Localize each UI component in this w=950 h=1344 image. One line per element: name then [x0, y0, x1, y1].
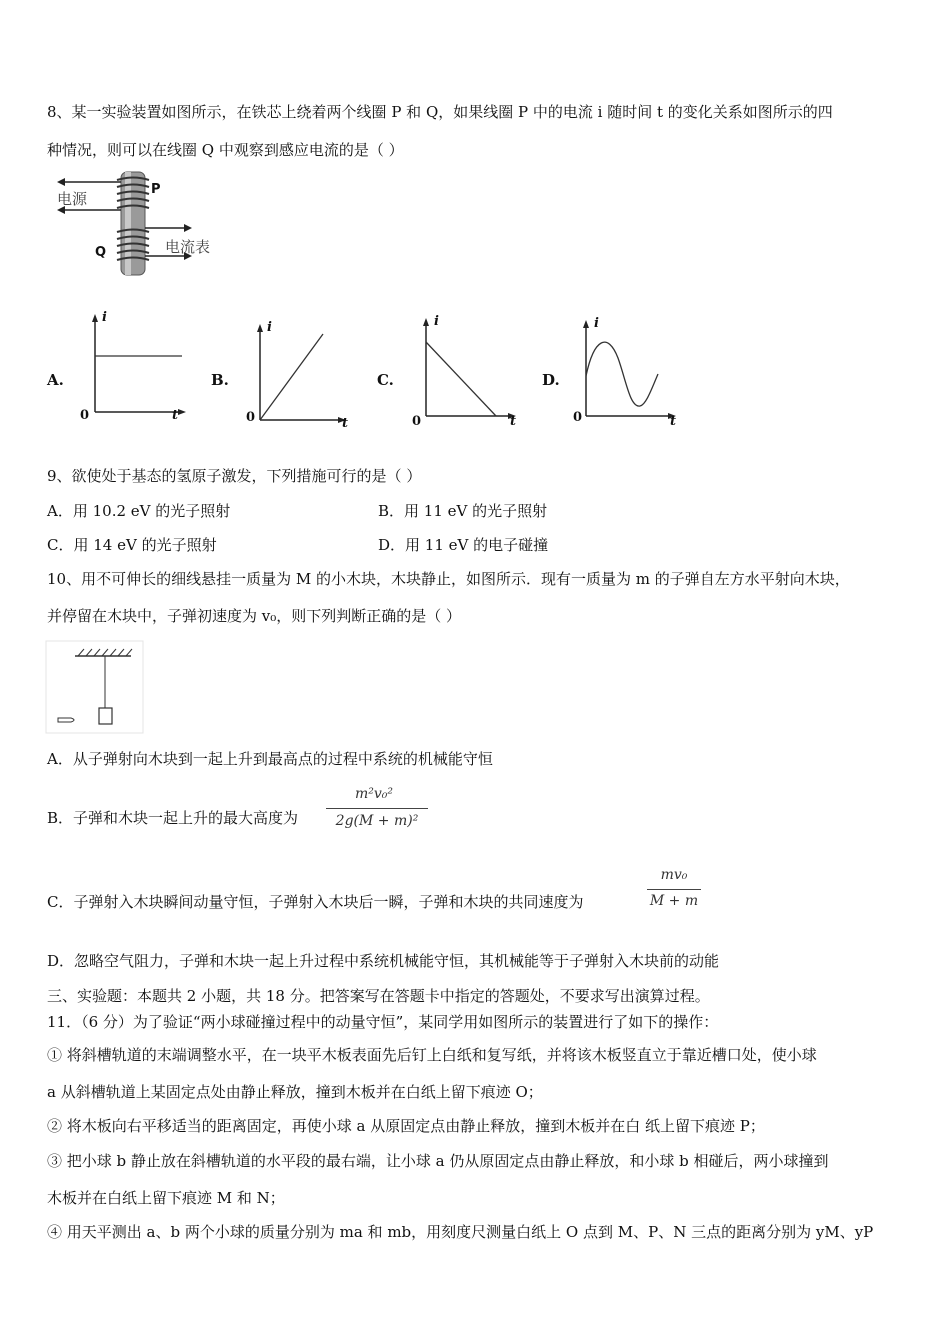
graph-b-origin: 0: [246, 410, 256, 425]
q11-stem: 11．（6 分）为了验证“两小球碰撞过程中的动量守恒”，某同学用如图所示的装置进行了如下的操作：: [47, 1013, 719, 1031]
coil-q-label: Q: [95, 245, 107, 260]
graph-b-i: i: [267, 320, 272, 335]
graph-c-line: [426, 342, 496, 416]
source-label: 电源: [57, 190, 88, 208]
q10-b-fraction: [326, 786, 428, 838]
graph-d-origin: 0: [573, 410, 583, 425]
q11-step1-line2: a 从斜槽轨道上某固定点处由静止释放，撞到木板并在白纸上留下痕迹 O；: [47, 1083, 543, 1101]
q9-option-c: C．用 14 eV 的光子照射: [47, 536, 217, 554]
q10-c-fraction: [647, 867, 703, 917]
q8-option-d-label: D.: [542, 371, 560, 389]
q8-line2: 种情况，则可以在线圈 Q 中观察到感应电流的是（ ）: [47, 141, 404, 159]
bullet: [58, 718, 74, 722]
q8-option-c-label: C.: [377, 371, 394, 389]
graph-a: [80, 312, 190, 427]
q11-step4: ④ 用天平测出 a、b 两个小球的质量分别为 ma 和 mb，用刻度尺测量白纸上 O 点到 M、P、N 三点的距离分别为 yM、yP: [47, 1223, 874, 1241]
coil-p-label: P: [151, 182, 161, 197]
graph-c: [410, 316, 525, 431]
graph-b-t: t: [342, 416, 349, 431]
graph-a-i: i: [102, 310, 107, 325]
coil-figure: [55, 170, 225, 280]
graph-d-curve: [586, 342, 658, 406]
graph-b-svg: [244, 322, 354, 437]
graph-c-origin: 0: [412, 414, 422, 429]
graph-c-svg: [410, 316, 525, 431]
q11-step3-line1: ③ 把小球 b 静止放在斜槽轨道的水平段的最右端，让小球 a 仍从原固定点由静止释放，和小球 b 相碰后，两小球撞到: [47, 1152, 829, 1170]
q10-line2: 并停留在木块中，子弹初速度为 v₀，则下列判断正确的是（ ）: [47, 607, 462, 625]
q8-option-a-label: A.: [47, 371, 64, 389]
q10-option-a: A．从子弹射向木块到一起上升到最高点的过程中系统的机械能守恒: [47, 750, 493, 768]
q10-c-denominator: M + m: [649, 893, 699, 909]
q9-stem: 9、欲使处于基态的氢原子激发，下列措施可行的是（ ）: [47, 467, 422, 485]
q10-option-b: B．子弹和木块一起上升的最大高度为: [47, 809, 299, 827]
q11-step3-line2: 木板并在白纸上留下痕迹 M 和 N；: [47, 1189, 285, 1207]
graph-b: [244, 322, 354, 437]
graph-c-i: i: [434, 314, 439, 329]
section-3-heading: 三、实验题：本题共 2 小题，共 18 分。把答案写在答题卡中指定的答题处，不要求写出演算过程。: [47, 987, 710, 1005]
q11-step2: ② 将木板向右平移适当的距离固定，再使小球 a 从原固定点由静止释放，撞到木板并在白 纸上留下痕迹 P；: [47, 1117, 765, 1135]
coil-diagram: [55, 170, 225, 280]
graph-a-origin: 0: [80, 408, 90, 423]
graph-d-t: t: [670, 414, 677, 429]
q10-c-fraction-bar: [647, 889, 701, 890]
q8-line1: 8、某一实验装置如图所示，在铁芯上绕着两个线圈 P 和 Q，如果线圈 P 中的电流 i 随时间 t 的变化关系如图所示的四: [47, 103, 833, 121]
pendulum-figure: [45, 640, 145, 735]
graph-d-i: i: [594, 316, 599, 331]
q9-option-a: A．用 10.2 eV 的光子照射: [47, 502, 231, 520]
q10-b-fraction-bar: [326, 808, 428, 809]
q10-line1: 10、用不可伸长的细线悬挂一质量为 M 的小木块，木块静止，如图所示．现有一质量为 m 的子弹自左方水平射向木块，: [47, 570, 850, 588]
q9-option-b: B．用 11 eV 的光子照射: [378, 502, 548, 520]
graph-b-line: [260, 334, 323, 420]
graph-d: [572, 318, 687, 433]
pendulum-diagram: [45, 640, 145, 735]
q9-option-d: D．用 11 eV 的电子碰撞: [378, 536, 549, 554]
q10-option-d: D．忽略空气阻力，子弹和木块一起上升过程中系统机械能守恒，其机械能等于子弹射入木块前的动能: [47, 952, 720, 970]
meter-label: 电流表: [165, 238, 211, 256]
q10-b-numerator: m²v₀²: [354, 786, 394, 802]
q11-step1-line1: ① 将斜槽轨道的末端调整水平，在一块平木板表面先后钉上白纸和复写纸，并将该木板竖直立于靠近槽口处，使小球: [47, 1046, 817, 1064]
graph-c-t: t: [510, 414, 517, 429]
q8-option-b-label: B.: [211, 371, 229, 389]
wood-block: [99, 708, 112, 724]
q10-b-denominator: 2g(M + m)²: [335, 813, 419, 829]
graph-a-t: t: [172, 408, 179, 423]
q10-c-numerator: mv₀: [660, 867, 688, 883]
q10-option-c: C．子弹射入木块瞬间动量守恒，子弹射入木块后一瞬，子弹和木块的共同速度为: [47, 893, 584, 911]
